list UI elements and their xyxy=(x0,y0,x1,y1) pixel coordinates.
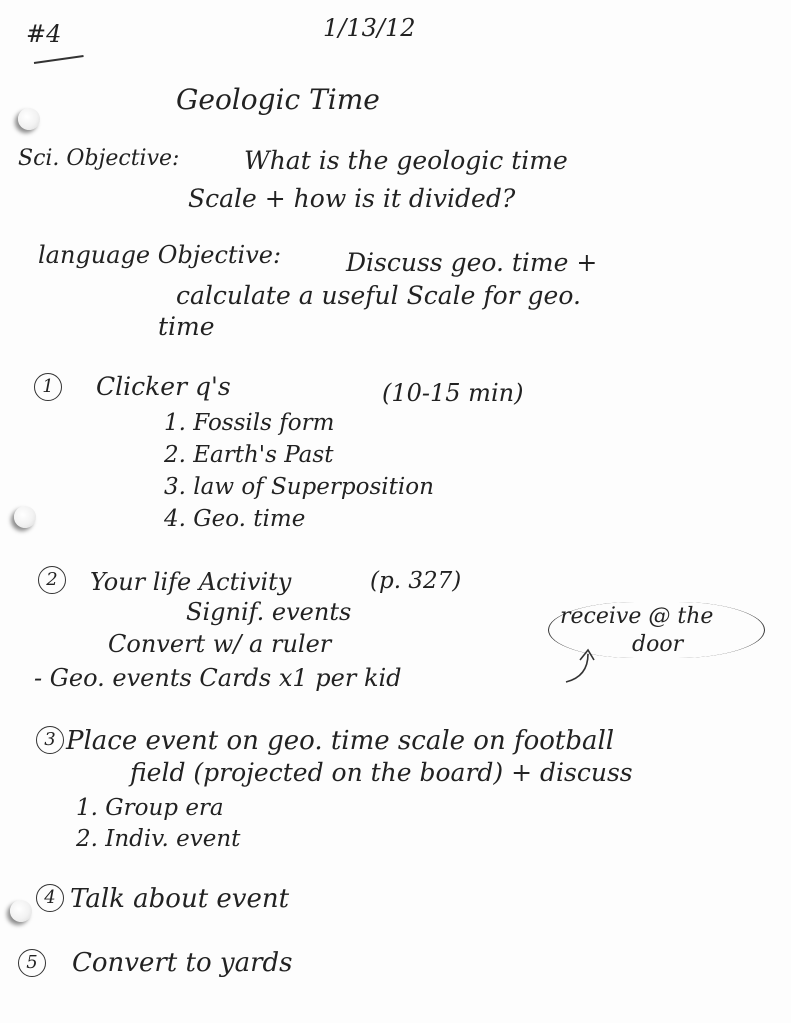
science-objective-line1: What is the geologic time xyxy=(244,146,568,175)
step2-line2: Signif. events xyxy=(186,598,352,626)
language-objective-line3: time xyxy=(158,312,215,341)
step1-time: (10-15 min) xyxy=(382,379,524,407)
punch-hole-middle xyxy=(14,506,36,528)
step1-item: 3. law of Superposition xyxy=(164,474,434,500)
step4-number: 4 xyxy=(36,884,64,912)
step3-number: 3 xyxy=(36,726,64,754)
step1-item: 2. Earth's Past xyxy=(164,442,334,468)
step5-title: Convert to yards xyxy=(72,948,293,978)
page-date: 1/13/12 xyxy=(323,14,416,42)
receive-note-line2: door xyxy=(632,632,684,657)
step1-item: 1. Fossils form xyxy=(164,410,335,436)
page-number: #4 xyxy=(26,20,62,48)
language-objective-line1: Discuss geo. time + xyxy=(346,248,598,277)
punch-hole-bottom xyxy=(10,900,32,922)
step1-item: 4. Geo. time xyxy=(164,506,306,532)
receive-note-line1: receive @ the xyxy=(560,604,714,629)
page-title: Geologic Time xyxy=(176,83,380,116)
step2-page-ref: (p. 327) xyxy=(370,568,462,594)
step2-title: Your life Activity xyxy=(90,568,292,596)
step2-line3: Convert w/ a ruler xyxy=(108,630,332,658)
science-objective-label: Sci. Objective: xyxy=(18,146,180,171)
step3-item: 2. Indiv. event xyxy=(76,826,241,852)
step4-title: Talk about event xyxy=(70,884,290,914)
step2-number: 2 xyxy=(38,566,66,594)
step3-item: 1. Group era xyxy=(76,795,224,821)
step2-line4: - Geo. events Cards x1 per kid xyxy=(34,664,402,692)
step1-number: 1 xyxy=(34,373,62,401)
language-objective-line2: calculate a useful Scale for geo. xyxy=(176,281,581,310)
step1-title: Clicker q's xyxy=(96,372,231,401)
arrow-icon xyxy=(558,640,618,690)
step3-line1: Place event on geo. time scale on football xyxy=(66,726,615,756)
punch-hole-top xyxy=(18,108,40,130)
step5-number: 5 xyxy=(18,949,46,977)
step3-line2: field (projected on the board) + discuss xyxy=(130,758,633,787)
science-objective-line2: Scale + how is it divided? xyxy=(188,184,516,213)
language-objective-label: language Objective: xyxy=(38,241,282,269)
page-number-underline xyxy=(34,55,84,64)
